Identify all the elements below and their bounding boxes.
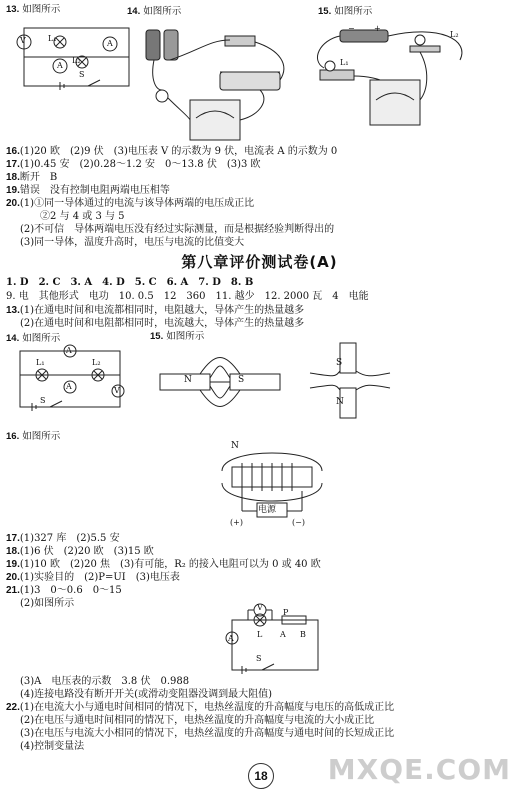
- q14b-header: 14. 如图所示: [6, 333, 61, 344]
- fig15-l2-label: L₂: [450, 30, 459, 39]
- answer-line: 20.(1)①同一导体通过的电流与该导体两端的电压成正比: [6, 198, 255, 209]
- fig15b-s2-label: S: [336, 358, 343, 368]
- fig15b-s1-label: S: [238, 375, 245, 385]
- fig13-l2-label: L₂: [72, 56, 81, 65]
- fig16b-plus-label: (+): [230, 518, 243, 527]
- fig15b-n1-label: N: [184, 375, 192, 385]
- answer-line: 18.(1)6 伏 (2)20 欧 (3)15 欧: [6, 546, 154, 557]
- answers-chapter8-b: [6, 676, 511, 754]
- answers-chapter8: [6, 533, 511, 611]
- answer-line: ②2 与 4 或 3 与 5: [40, 211, 125, 222]
- answer-line: (2)不可信 导体两端电压没有经过实际测量，而是根据经验判断得出的: [20, 224, 335, 235]
- answer-line: (3)同一导体，温度升高时，电压与电流的比值变大: [20, 237, 245, 248]
- fig13-a2-label: A: [107, 39, 113, 48]
- fig13-a1-label: A: [57, 61, 63, 70]
- fig13-v-label: V: [20, 36, 26, 45]
- watermark: MXQE.COM: [327, 753, 511, 786]
- fig15-plus-label: +: [374, 24, 381, 33]
- fig16b-minus-label: (−): [292, 518, 305, 527]
- answer-line: 19.错误 没有控制电阻两端电压相等: [6, 185, 170, 196]
- answer-line: (2)如图所示: [20, 598, 75, 609]
- answer-line: 13.(1)在通电时间和电流都相同时，电阻越大，导体产生的热量越多: [6, 305, 305, 316]
- answer-line: (2)在通电时间和电阻都相同时，电流越大，导体产生的热量越多: [20, 318, 305, 329]
- answer-line: (4)连接电路没有断开开关(或滑动变阻器没调到最大阻值): [20, 689, 272, 700]
- answer-line: 17.(1)0.45 安 (2)0.28～1.2 安 0～13.8 伏 (3)3 欧: [6, 159, 261, 170]
- fig21-ra-label: A: [280, 630, 286, 639]
- fig21-s-label: S: [256, 654, 262, 663]
- answer-line: (4)控制变量法: [20, 741, 85, 752]
- page-number: 18: [248, 763, 274, 789]
- answers-chapter7: [6, 146, 511, 250]
- apparatus-figure-14: [140, 20, 305, 145]
- answer-line: 21.(1)3 0～0.6 0～15: [6, 585, 122, 596]
- fig14b-v-label: V: [114, 386, 120, 395]
- q13-header: 13. 如图所示: [6, 4, 61, 15]
- magnet-field-figure-15b: [160, 352, 300, 412]
- magnet-field-figure-15b-right: [310, 343, 400, 418]
- answer-line: 18.断开 B: [6, 172, 58, 183]
- answer-line: (3)A 电压表的示数 3.8 伏 0.988: [20, 676, 190, 687]
- answer-line: 20.(1)实验目的 (2)P=UI (3)电压表: [6, 572, 180, 583]
- fig14b-l1-label: L₁: [36, 358, 45, 367]
- answer-line: 19.(1)10 欧 (2)20 焦 (3)有可能，R₂ 的接入电阻可以为 0 或 40 欧: [6, 559, 321, 570]
- apparatus-figure-15: [310, 20, 490, 145]
- fig16b-source-label: 电源: [258, 505, 277, 515]
- fig13-s-label: S: [79, 70, 85, 79]
- answer-line: 17.(1)327 库 (2)5.5 安: [6, 533, 120, 544]
- fig15-minus-label: −: [348, 24, 355, 33]
- q16b-header: 16. 如图所示: [6, 431, 61, 442]
- q14-header: 14. 如图所示: [127, 6, 182, 17]
- fig21-p-label: P: [283, 608, 289, 617]
- fig14b-l2-label: L₂: [92, 358, 101, 367]
- circuit-figure-14b: [18, 347, 123, 412]
- fig15-l1-label: L₁: [340, 58, 349, 67]
- fill-answers-row: 9. 电 其他形式 电功 10. 0.5 12 360 11. 越少 12. 2000 瓦 4 电能: [6, 291, 369, 302]
- fig13-l1-label: L₁: [48, 34, 57, 43]
- fig14b-s-label: S: [40, 396, 46, 405]
- fig14b-a2-label: A: [66, 382, 72, 391]
- fig21-l-label: L: [257, 630, 263, 639]
- answer-line: 22.(1)在电流大小与通电时间相同的情况下，电热丝温度的升高幅度与电压的高低成正比: [6, 702, 395, 713]
- answer-line: (3)在电压与电流大小相同的情况下，电热丝温度的升高幅度与通电时间的长短成正比: [20, 728, 395, 739]
- answer-line: (2)在电压与通电时间相同的情况下，电热丝温度的升高幅度与电流的大小成正比: [20, 715, 375, 726]
- mc-answers-row: 1. D 2. C 3. A 4. D 5. C 6. A 7. D 8. B: [6, 277, 254, 288]
- fig21-a-label: A: [228, 634, 234, 643]
- fig21-rb-label: B: [300, 630, 306, 639]
- answer-line: 16.(1)20 欧 (2)9 伏 (3)电压表 V 的示数为 9 伏，电流表 A 的示数为 0: [6, 146, 338, 157]
- q15b-header: 15. 如图所示: [150, 331, 205, 342]
- fig15b-n2-label: N: [336, 397, 344, 407]
- q15-header: 15. 如图所示: [318, 6, 373, 17]
- fig16b-n-label: N: [231, 441, 239, 451]
- chapter-title: 第八章评价测试卷(A): [181, 253, 338, 271]
- circuit-figure-21: [222, 604, 322, 674]
- fig14b-a1-label: A: [66, 346, 72, 355]
- fig21-v-label: V: [257, 603, 263, 612]
